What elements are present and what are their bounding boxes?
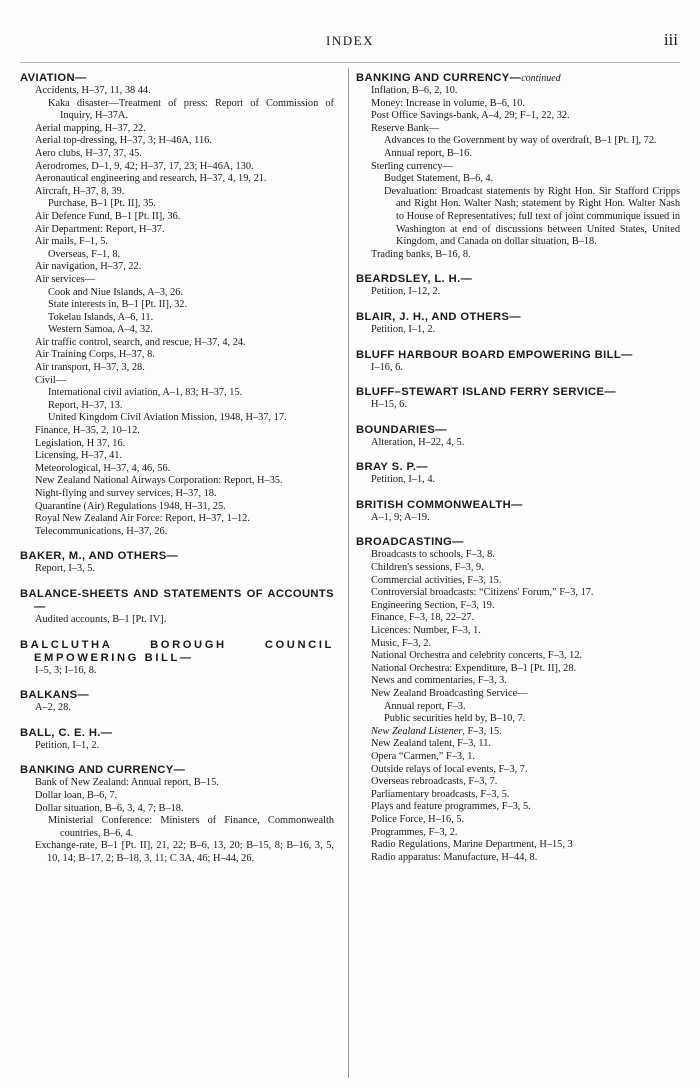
index-entry: Petition, I–1, 2. (35, 739, 100, 751)
index-entry: H–15, 6. (371, 399, 407, 411)
index-entry: New Zealand Listener, F–3, 15. (371, 725, 502, 737)
index-entry: Reserve Bank— (371, 122, 440, 134)
index-entry: Aerial top-dressing, H–37, 3; H–46A, 116. (35, 135, 212, 147)
index-entry: Radio apparatus: Manufacture, H–44, 8. (371, 851, 538, 863)
index-entry: Audited accounts, B–1 [Pt. IV]. (35, 613, 167, 625)
index-section-broadcasting (356, 536, 680, 864)
index-entry: Kaka disaster—Treatment of press: Report of Commission of Inquiry, H–37A. (48, 97, 334, 122)
index-heading (356, 386, 680, 399)
index-heading (356, 461, 680, 474)
index-entry: Opera “Carmen,” F–3, 1. (371, 750, 475, 762)
index-entry: Petition, I–1, 4. (371, 474, 436, 486)
index-entry: Air services— (35, 273, 96, 285)
index-entry: I–5, 3; I–16, 8. (35, 664, 97, 676)
index-heading (20, 727, 334, 740)
index-entry: Aerodromes, D–1, 9, 42; H–37, 17, 23; H–46A, 130. (35, 160, 254, 172)
index-heading (20, 550, 334, 563)
index-entry: Outside relays of local events, F–3, 7. (371, 763, 528, 775)
index-entry: United Kingdom Civil Aviation Mission, 1948, H–37, 17. (48, 412, 287, 424)
index-heading (356, 536, 680, 549)
index-section-boundaries (356, 424, 680, 450)
section-gap (20, 752, 334, 764)
index-entry: Air Defence Fund, B–1 [Pt. II], 36. (35, 210, 181, 222)
index-section-aviation (20, 72, 334, 538)
index-entry: Air Training Corps, H–37, 8. (35, 349, 155, 361)
index-section-banking-and-currency (356, 72, 680, 261)
column-divider (348, 68, 349, 1078)
index-entry: Telecommunications, H–37, 26. (35, 525, 168, 537)
index-entry: Aircraft, H–37, 8, 39. (35, 185, 125, 197)
index-entry: Programmes, F–3, 2. (371, 826, 458, 838)
left-column (20, 72, 334, 866)
index-section-baker-m-and-others (20, 550, 334, 576)
index-entry: National Orchestra and celebrity concerts, F–3, 12. (371, 650, 583, 662)
index-entry: Bank of New Zealand: Annual report, B–15. (35, 777, 219, 789)
index-heading-text: BANKING AND CURRENCY— (356, 72, 522, 84)
index-entry: Exchange-rate, B–1 [Pt. II], 21, 22; B–6, 13, 20; B–15, 8; B–16, 3, 5, 10, 14; B–17, 2; B–18, 3, 11; C 3A, 46; H–44, 26. (35, 840, 334, 864)
index-entry: Aerial mapping, H–37, 22. (35, 122, 146, 134)
index-entry: New Zealand Broadcasting Service— (371, 688, 528, 699)
index-heading-text: BALL, C. E. H.— (20, 726, 113, 739)
index-entry: Overseas, F–1, 8. (48, 248, 121, 260)
section-gap (20, 715, 334, 727)
index-entry: Report, I–3, 5. (35, 563, 96, 575)
index-heading (20, 689, 334, 702)
index-entry: Air navigation, H–37, 22. (35, 261, 142, 273)
index-entry: News and commentaries, F–3, 3. (371, 675, 507, 687)
index-entry: Devaluation: Broadcast statements by Right Hon. Sir Stafford Cripps and Right Hon. Walter Nash; statement by Right Hon. Walter Nash to House of Representatives; full text of joint communique issued in Washington at end of discussions between United States, United Kingdom, and Canada on dollar situation, B–18. (384, 185, 680, 248)
index-entry: Purchase, B–1 [Pt. II], 35. (48, 198, 157, 210)
section-gap (356, 524, 680, 536)
index-heading (356, 499, 680, 512)
index-entry: Cook and Niue Islands, A–3, 26. (48, 286, 184, 298)
section-gap (356, 299, 680, 311)
index-section-bray-s-p (356, 461, 680, 487)
continued-label: continued (521, 73, 561, 84)
index-entry: Radio Regulations, Marine Department, H–15, 3 (371, 839, 573, 851)
index-entry: Sterling currency— (371, 160, 453, 172)
index-entry: Night-flying and survey services, H–37, 18. (35, 488, 217, 499)
index-section-balance-sheets-and-statements-of-accounts (20, 588, 334, 627)
index-entry: Finance, F–3, 18, 22–27. (371, 612, 475, 624)
right-column (356, 72, 680, 864)
index-entry: Accidents, H–37, 11, 38 44. (35, 85, 151, 96)
index-entry: Ministerial Conference: Ministers of Finance, Commonwealth countries, B–6, 4. (48, 815, 334, 839)
index-entry: International civil aviation, A–1, 83; H–37, 15. (48, 387, 243, 399)
index-entry: Broadcasts to schools, F–3, 8. (371, 549, 495, 561)
index-entry: Plays and feature programmes, F–3, 5. (371, 801, 531, 813)
index-entry: Legislation, H 37, 16. (35, 437, 126, 449)
index-entry: Tokelau Islands, A–6, 11. (48, 311, 154, 323)
header-rule (20, 62, 680, 63)
index-entry: Post Office Savings-bank, A–4, 29; F–1, 22, 32. (371, 110, 570, 122)
index-heading-text: BALCLUTHA BOROUGH COUNCIL EMPOWERING BILL— (20, 638, 334, 664)
index-entry: Music, F–3, 2. (371, 637, 432, 649)
index-entry: Annual report, F–3. (384, 700, 466, 712)
page-number: iii (663, 30, 678, 49)
index-section-bluff-stewart-island-ferry-service (356, 386, 680, 412)
index-entry: Parliamentary broadcasts, F–3, 5. (371, 788, 510, 800)
index-section-ball-c-e-h (20, 727, 334, 753)
index-entry: Engineering Section, F–3, 19. (371, 599, 495, 611)
section-gap (356, 412, 680, 424)
index-entry: Advances to the Government by way of overdraft, B–1 [Pt. I], 72. (384, 135, 657, 147)
index-entry: Controversial broadcasts: “Citizens' Forum,” F–3, 17. (371, 587, 594, 599)
running-head (0, 30, 700, 53)
index-entry: Children's sessions, F–3, 9. (371, 562, 484, 574)
section-gap (20, 677, 334, 689)
index-entry: Meteorological, H–37, 4, 46, 56. (35, 462, 171, 474)
index-entry: Alteration, H–22, 4, 5. (371, 436, 465, 448)
index-entry: Licences: Number, F–3, 1. (371, 625, 481, 637)
section-gap (20, 627, 334, 639)
index-section-blair-j-h-and-others (356, 311, 680, 337)
index-section-balclutha-borough-council-empowering-bill (20, 639, 334, 678)
page-title: INDEX (326, 33, 374, 48)
index-heading-text: BLAIR, J. H., AND OTHERS— (356, 310, 521, 323)
index-heading (356, 349, 680, 362)
index-entry: Licensing, H–37, 41. (35, 450, 123, 462)
index-heading-text: BRAY S. P.— (356, 461, 428, 474)
index-heading-text: BRITISH COMMONWEALTH— (356, 498, 523, 511)
section-gap (20, 538, 334, 550)
index-section-balkans (20, 689, 334, 715)
index-entry: Petition, I–12, 2. (371, 286, 441, 298)
index-entry: Overseas rebroadcasts, F–3, 7. (371, 776, 498, 788)
index-entry: Annual report, B–16. (384, 147, 472, 159)
index-entry: I–16, 6. (371, 361, 403, 373)
index-heading (20, 764, 334, 777)
section-gap (356, 449, 680, 461)
index-entry: Report, H–37, 13. (48, 399, 123, 411)
index-entry: Air traffic control, search, and rescue, H–37, 4, 24. (35, 336, 246, 348)
index-heading (20, 639, 334, 665)
index-heading-text: BOUNDARIES— (356, 423, 447, 436)
index-entry: Petition, I–1, 2. (371, 323, 436, 335)
index-heading-text: BLUFF–STEWART ISLAND FERRY SERVICE— (356, 386, 616, 399)
section-gap (356, 487, 680, 499)
index-heading-text: BLUFF HARBOUR BOARD EMPOWERING BILL— (356, 348, 633, 361)
index-section-banking-and-currency (20, 764, 334, 865)
index-heading-text: BROADCASTING— (356, 536, 464, 549)
index-entry: New Zealand talent, F–3, 11. (371, 738, 491, 750)
section-gap (356, 337, 680, 349)
section-gap (20, 576, 334, 588)
index-heading-text: AVIATION— (20, 72, 87, 84)
index-entry: Public securities held by, B–10, 7. (384, 713, 526, 725)
index-heading-text: BEARDSLEY, L. H.— (356, 273, 473, 286)
index-entry: Quarantine (Air) Regulations 1948, H–31, 25. (35, 500, 226, 512)
index-entry: Police Force, H–16, 5. (371, 813, 465, 825)
index-heading (20, 72, 334, 85)
index-heading-text: BAKER, M., AND OTHERS— (20, 550, 179, 563)
index-section-british-commonwealth (356, 499, 680, 525)
section-gap (356, 374, 680, 386)
section-gap (356, 261, 680, 273)
index-entry: National Orchestra: Expenditure, B–1 [Pt. II], 28. (371, 662, 577, 674)
index-heading (356, 424, 680, 437)
index-section-bluff-harbour-board-empowering-bill (356, 349, 680, 375)
index-entry: Air transport, H–37, 3, 28. (35, 362, 145, 374)
index-entry: Air mails, F–1, 5. (35, 236, 108, 248)
index-entry: Dollar loan, B–6, 7. (35, 789, 118, 801)
index-section-beardsley-l-h (356, 273, 680, 299)
index-entry: State interests in, B–1 [Pt. II], 32. (48, 299, 188, 311)
index-entry: Inflation, B–6, 2, 10. (371, 85, 458, 96)
index-entry: Aeronautical engineering and research, H–37, 4, 19, 21. (35, 173, 267, 185)
index-entry: Commercial activities, F–3, 15. (371, 574, 502, 586)
index-entry: New Zealand National Airways Corporation: Report, H–35. (35, 475, 283, 487)
index-entry: Money: Increase in volume, B–6, 10. (371, 97, 525, 109)
index-entry: Dollar situation, B–6, 3, 4, 7; B–18. (35, 802, 184, 814)
index-entry: Budget Statement, B–6, 4. (384, 173, 494, 185)
index-entry: A–1, 9; A–19. (371, 511, 430, 523)
index-entry: Air Department: Report, H–37. (35, 223, 165, 235)
index-entry: A–2, 28. (35, 702, 71, 714)
index-heading-text: BALKANS— (20, 689, 90, 702)
index-entry: Royal New Zealand Air Force: Report, H–37, 1–12. (35, 513, 250, 525)
index-heading (356, 273, 680, 286)
index-entry: Western Samoa, A–4, 32. (48, 324, 153, 336)
index-heading (20, 588, 334, 614)
index-heading (356, 311, 680, 324)
index-heading (356, 72, 680, 85)
index-heading-text: BANKING AND CURRENCY— (20, 764, 186, 777)
index-entry: Finance, H–35, 2, 10–12. (35, 425, 140, 437)
index-entry: Trading banks, B–16, 8. (371, 248, 471, 260)
index-entry: Civil— (35, 374, 67, 386)
index-heading-text: BALANCE-SHEETS AND STATEMENTS OF ACCOUNTS— (20, 587, 334, 613)
index-entry: Aero clubs, H–37, 37, 45. (35, 147, 142, 159)
